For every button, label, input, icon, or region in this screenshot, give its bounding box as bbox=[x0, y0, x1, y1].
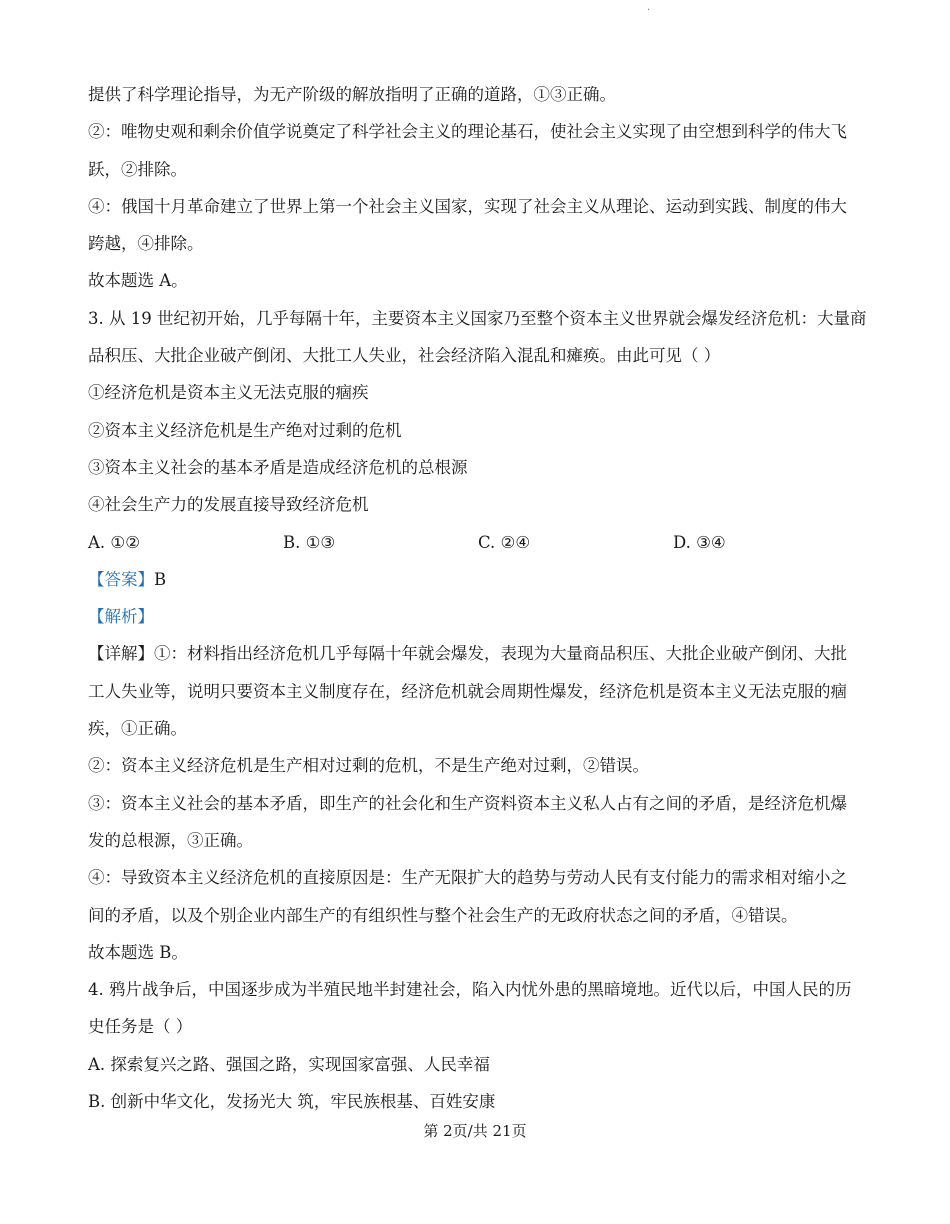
detail-text: ①：材料指出经济危机几乎每隔十年就会爆发，表现为大量商品积压、大批企业破产倒闭、大批 bbox=[154, 644, 847, 664]
detail-line: 疾，①正确。 bbox=[88, 719, 187, 739]
question-3-item: ①经济危机是资本主义无法克服的痼疾 bbox=[88, 383, 369, 403]
question-4-stem: 史任务是（ ） bbox=[88, 1017, 193, 1037]
detail-line: 间的矛盾，以及个别企业内部生产的有组织性与整个社会生产的无政府状态之间的矛盾，④错误。 bbox=[88, 905, 798, 925]
page-footer: 第 2页/共 21页 bbox=[423, 1122, 527, 1140]
answer-value: B bbox=[154, 569, 167, 589]
analysis-tag: 【解析】 bbox=[88, 607, 154, 627]
text-line: 故本题选 A。 bbox=[88, 271, 188, 291]
answer-line bbox=[88, 561, 878, 598]
document-page bbox=[88, 76, 878, 1120]
detail-line: ④：导致资本主义经济危机的直接原因是：生产无限扩大的趋势与劳动人民有支付能力的需求相对缩小之 bbox=[88, 868, 847, 888]
detail-line: 故本题选 B。 bbox=[88, 942, 188, 962]
detail-line: 发的总根源，③正确。 bbox=[88, 830, 253, 850]
question-4-stem: 4. 鸦片战争后，中国逐步成为半殖民地半封建社会，陷入内忧外患的黑暗境地。近代以后，中国人民的历 bbox=[88, 980, 852, 1000]
question-3-item: ④社会生产力的发展直接导致经济危机 bbox=[88, 495, 369, 515]
text-line: ④：俄国十月革命建立了世界上第一个社会主义国家，实现了社会主义从理论、运动到实践、制度的伟大 bbox=[88, 196, 847, 216]
text-line: 提供了科学理论指导，为无产阶级的解放指明了正确的道路，①③正确。 bbox=[88, 85, 616, 104]
detail-line: 工人失业等，说明只要资本主义制度存在，经济危机就会周期性爆发，经济危机是资本主义无法克服的痼 bbox=[88, 681, 847, 701]
question-3-item: ③资本主义社会的基本矛盾是造成经济危机的总根源 bbox=[88, 457, 468, 477]
analysis-line bbox=[88, 598, 878, 635]
option-b: B. ①③ bbox=[283, 532, 336, 552]
text-line: ②：唯物史观和剩余价值学说奠定了科学社会主义的理论基石，使社会主义实现了由空想到科学的伟大飞 bbox=[88, 122, 847, 142]
question-4-option-a: A. 探索复兴之路、强国之路，实现国家富强、人民幸福 bbox=[88, 1054, 490, 1074]
text-line: 跨越，④排除。 bbox=[88, 234, 204, 254]
question-4-option-b: B. 创新中华文化，发扬光大 筑，牢民族根基、百姓安康 bbox=[88, 1092, 496, 1112]
question-3-stem: 3. 从 19 世纪初开始，几乎每隔十年，主要资本主义国家乃至整个资本主义世界就会爆发经济危机：大量商 bbox=[88, 308, 867, 328]
answer-tag: 【答案】 bbox=[88, 569, 154, 589]
option-d: D. ③④ bbox=[673, 532, 726, 552]
option-c: C. ②④ bbox=[478, 532, 531, 552]
detail-line: ②：资本主义经济危机是生产相对过剩的危机，不是生产绝对过剩，②错误。 bbox=[88, 756, 649, 776]
detail-line: ③：资本主义社会的基本矛盾，即生产的社会化和生产资料资本主义私人占有之间的矛盾，是经济危机爆 bbox=[88, 793, 847, 813]
question-3-options bbox=[88, 524, 878, 561]
detail-line bbox=[88, 635, 878, 672]
text-line: 跃，②排除。 bbox=[88, 159, 187, 179]
top-mark: . bbox=[647, 2, 651, 13]
detail-tag: 【详解】 bbox=[88, 644, 154, 664]
option-a: A. ①② bbox=[88, 532, 140, 552]
question-3-item: ②资本主义经济危机是生产绝对过剩的危机 bbox=[88, 420, 402, 440]
question-3-stem: 品积压、大批企业破产倒闭、大批工人失业，社会经济陷入混乱和瘫痪。由此可见（ ） bbox=[88, 346, 721, 366]
